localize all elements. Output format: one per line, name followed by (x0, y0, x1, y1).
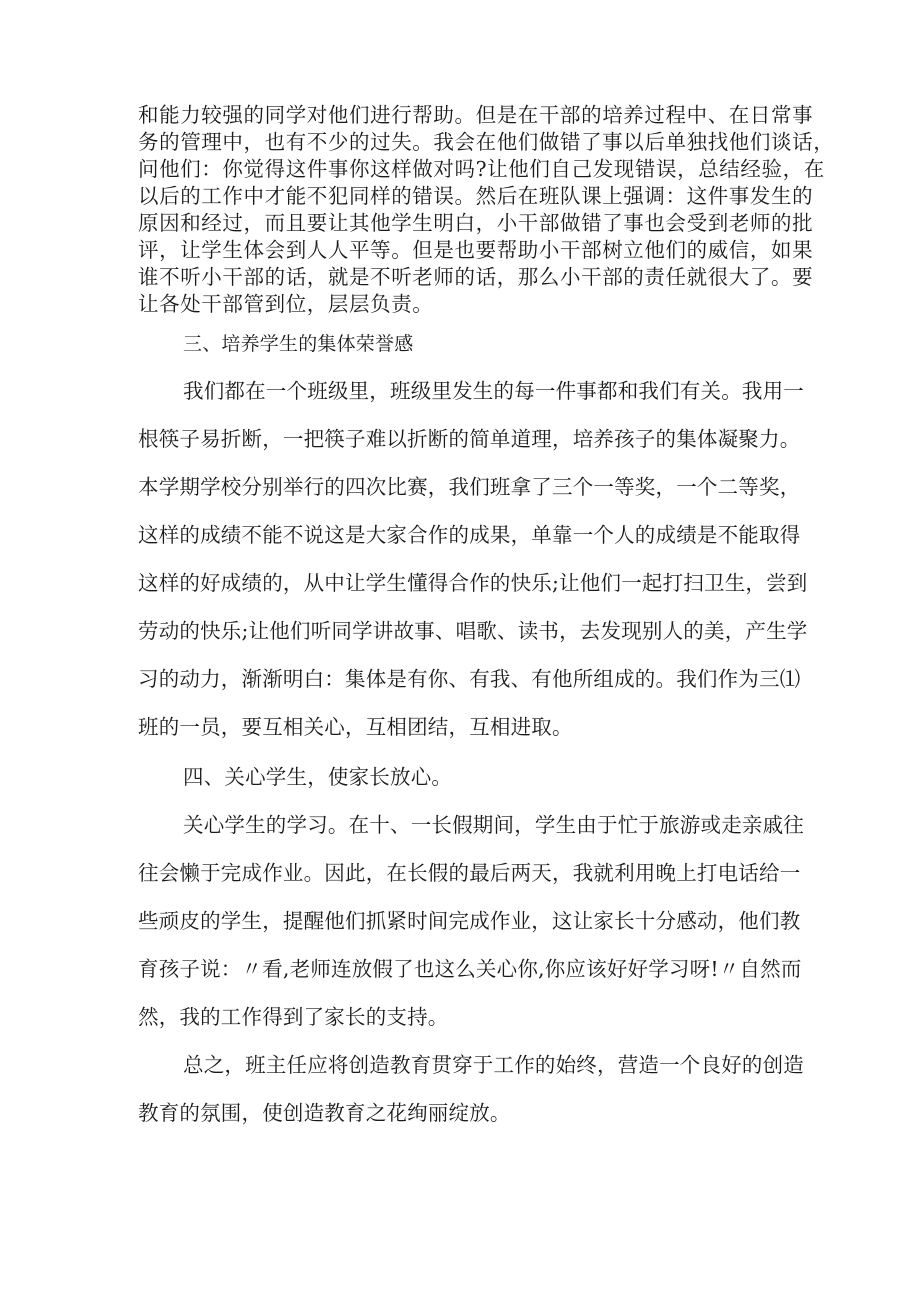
text-line: 关心学生的学习。在十、一长假期间，学生由于忙于旅游或走亲戚往 (183, 813, 804, 837)
text-line: 育孩子说：〃看,老师连放假了也这么关心你,你应该好好学习呀!〃自然而 (138, 957, 802, 981)
text-line: 根筷子易折断，一把筷子难以折断的简单道理，培养孩子的集体凝聚力。 (138, 427, 801, 451)
section-heading-4: 四、关心学生，使家长放心。 (183, 765, 453, 789)
text-line: 劳动的快乐;让他们听同学讲故事、唱歌、读书，去发现别人的美，产生学 (138, 619, 808, 643)
text-line: 本学期学校分别举行的四次比赛，我们班拿了三个一等奖，一个二等奖， (138, 475, 801, 499)
text-line: 班的一员，要互相关心，互相团结，互相进取。 (138, 715, 573, 739)
text-line: 谁不听小干部的话，就是不听老师的话，那么小干部的责任就很大了。要 (138, 265, 814, 289)
text-line: 以后的工作中才能不犯同样的错误。然后在班队课上强调：这件事发生的 (138, 184, 814, 208)
text-line: 教育的氛围，使创造教育之花绚丽绽放。 (138, 1101, 511, 1125)
text-line: 问他们：你觉得这件事你这样做对吗?让他们自己发现错误，总结经验，在 (138, 157, 825, 181)
text-line: 评，让学生体会到人人平等。但是也要帮助小干部树立他们的威信，如果 (138, 238, 814, 262)
text-line: 和能力较强的同学对他们进行帮助。但是在干部的培养过程中、在日常事 (138, 103, 814, 127)
text-line: 务的管理中，也有不少的过失。我会在他们做错了事以后单独找他们谈话， (138, 130, 835, 154)
text-line: 然，我的工作得到了家长的支持。 (138, 1005, 449, 1029)
text-line: 我们都在一个班级里，班级里发生的每一件事都和我们有关。我用一 (183, 379, 804, 403)
section-heading-3: 三、培养学生的集体荣誉感 (183, 333, 414, 355)
text-line: 这样的成绩不能不说这是大家合作的成果，单靠一个人的成绩是不能取得 (138, 523, 801, 547)
text-line: 让各处干部管到位，层层负责。 (138, 292, 434, 316)
text-line: 些顽皮的学生，提醒他们抓紧时间完成作业，这让家长十分感动，他们教 (138, 909, 801, 933)
text-line: 往会懒于完成作业。因此，在长假的最后两天，我就利用晚上打电话给一 (138, 861, 801, 885)
text-line: 习的动力，渐渐明白：集体是有你、有我、有他所组成的。我们作为三⑴ (138, 667, 801, 691)
text-line: 总之，班主任应将创造教育贯穿于工作的始终，营造一个良好的创造 (183, 1053, 804, 1077)
text-line: 原因和经过，而且要让其他学生明白，小干部做错了事也会受到老师的批 (138, 211, 814, 235)
text-line: 这样的好成绩的，从中让学生懂得合作的快乐;让他们一起打扫卫生，尝到 (138, 571, 808, 595)
